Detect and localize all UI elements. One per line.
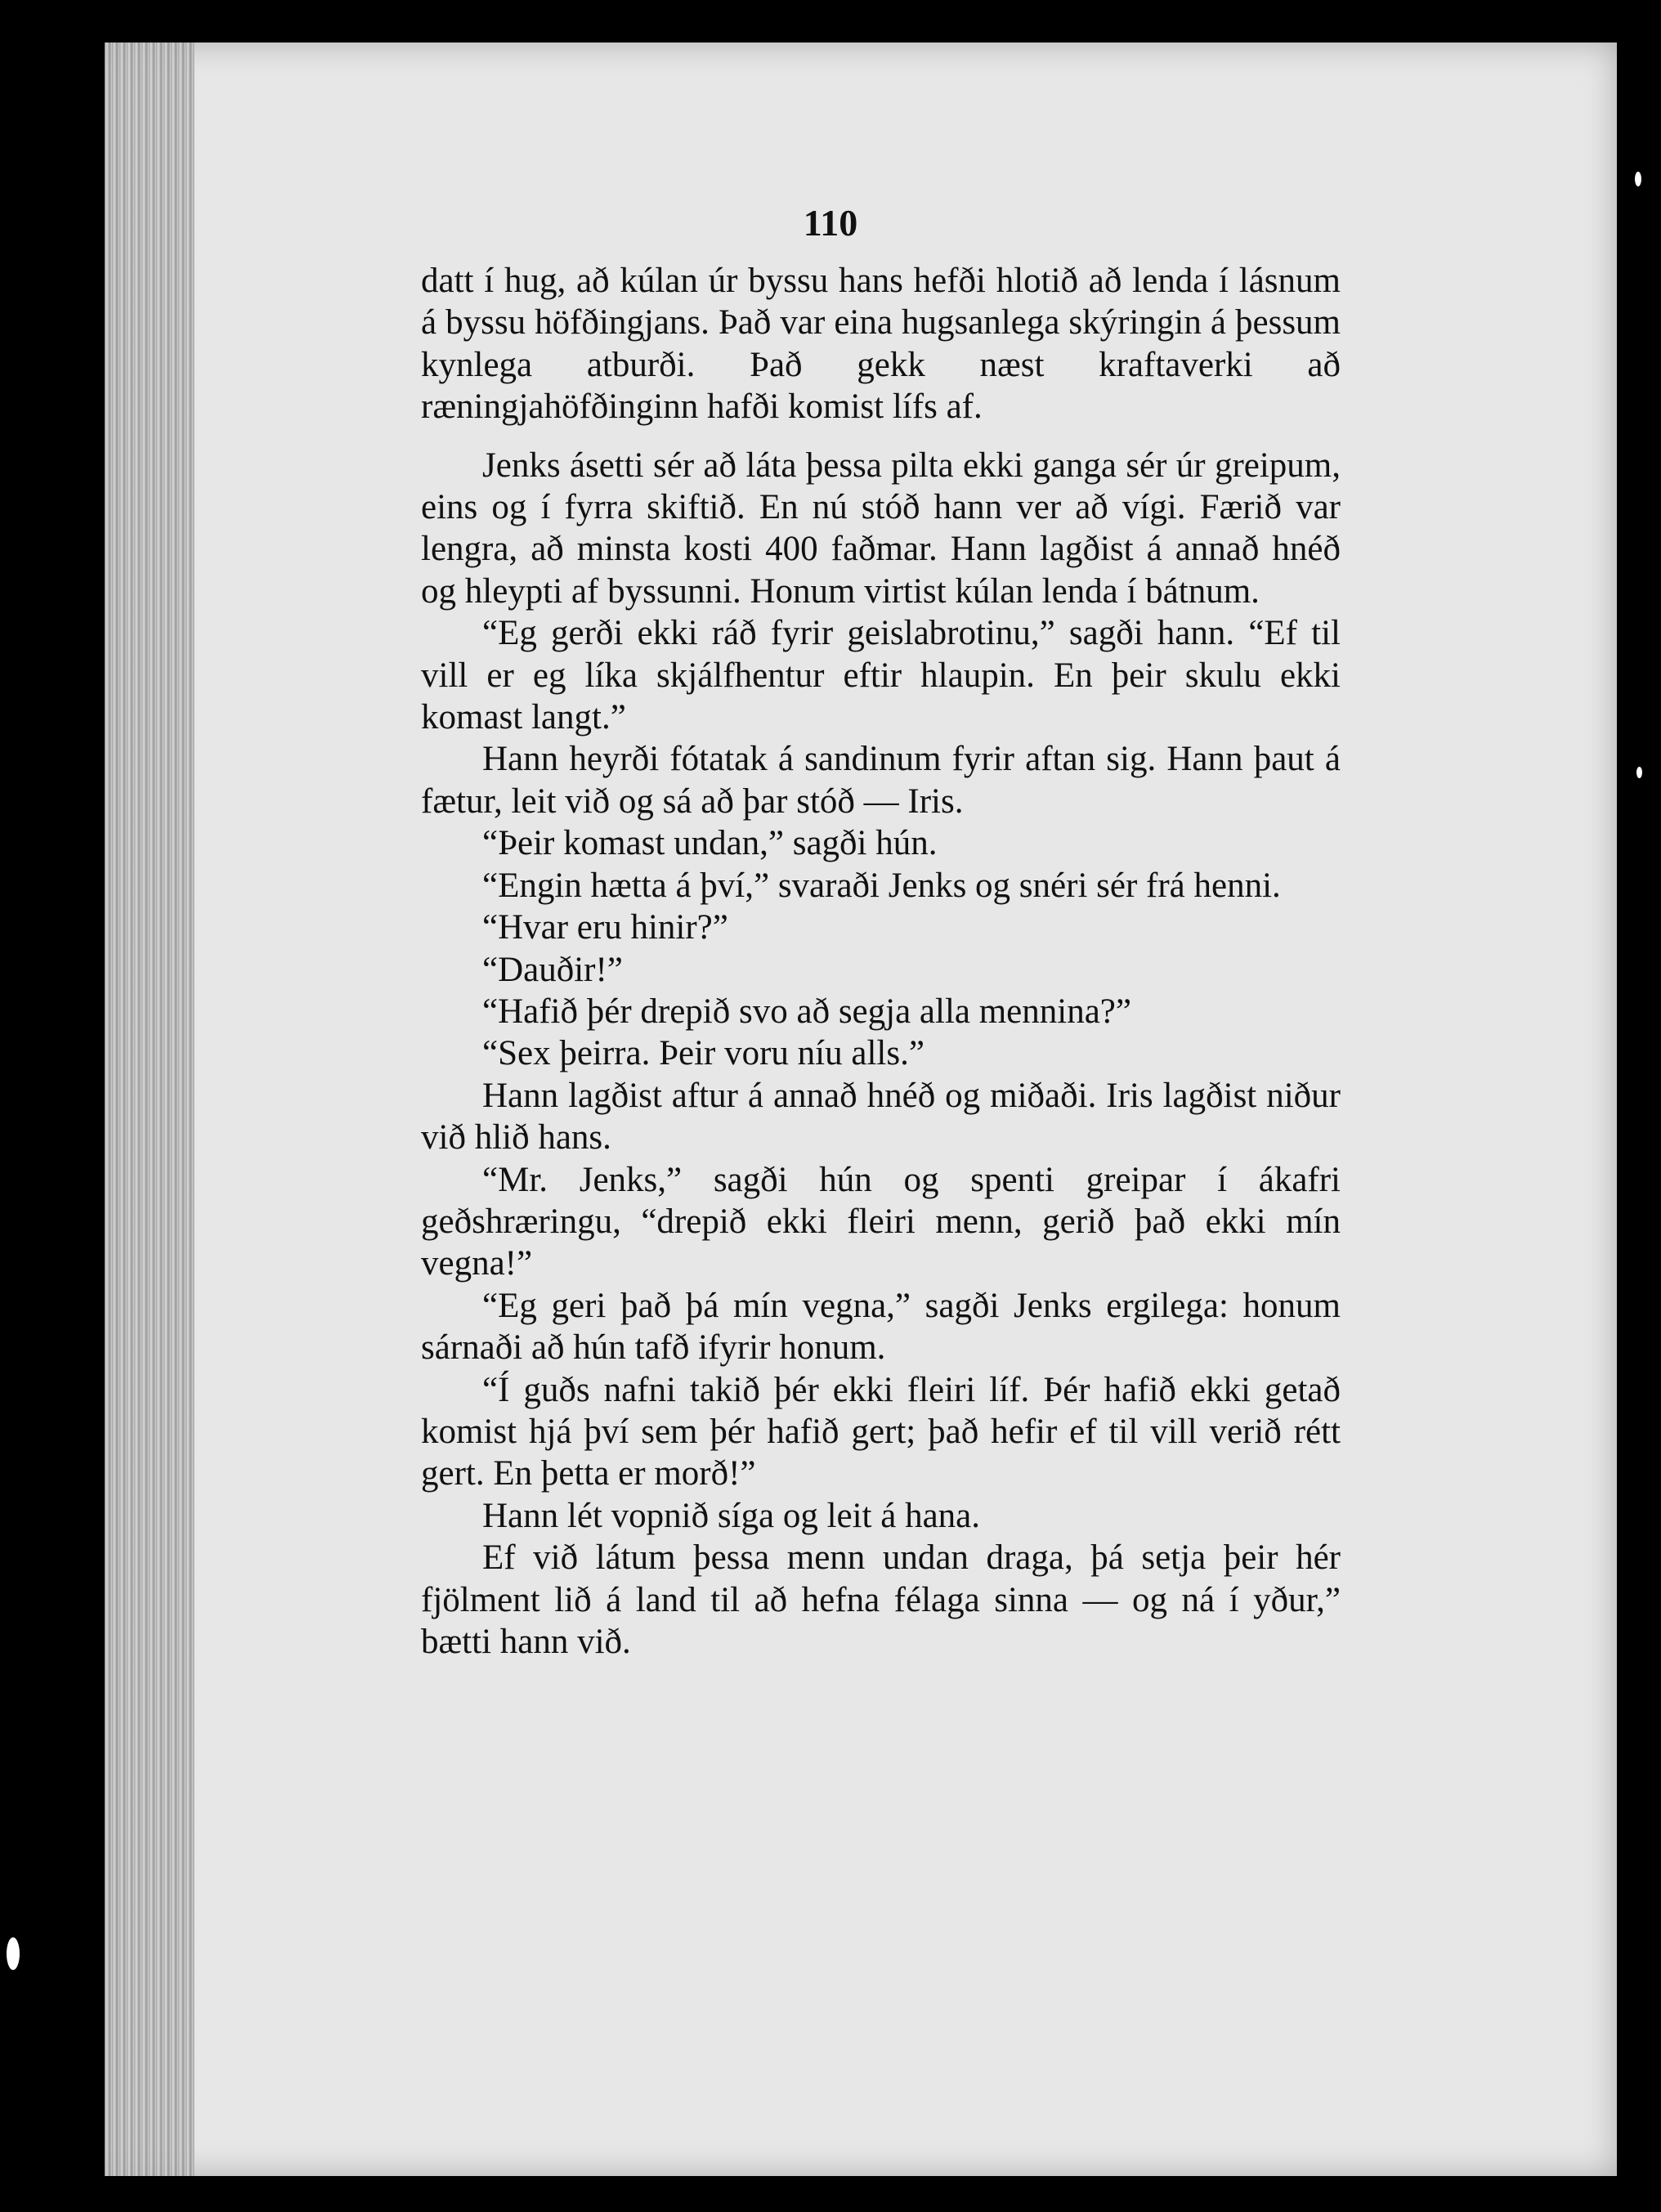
paragraph: “Sex þeirra. Þeir voru níu alls.” [482,1034,925,1073]
page-edges [105,43,195,2176]
paragraph: “Hafið þér drepið svo að segja alla mennina?” [482,992,1131,1031]
paragraph: “Mr. Jenks,” sagði hún og spenti greipar í ákafri geðshræringu, “drepið ekki fleiri menn, gerið það ekki mín vegna!” [421,1160,1341,1283]
paragraph: “Í guðs nafni takið þér ekki fleiri líf. Þér hafið ekki getað komist hjá því sem þér hafið gert; það hefir ef til vill verið rétt gert. En þetta er morð!” [421,1370,1341,1493]
paragraph: Hann lagðist aftur á annað hnéð og miðaði. Iris lagðist niður við hlið hans. [421,1076,1341,1157]
body-text [421,260,1341,1663]
paragraph: “Dauðir!” [482,950,623,989]
paragraph: Ef við látum þessa menn undan draga, þá setja þeir hér fjölment lið á land til að hefna félaga sinna — og ná í yður,” bætti hann við. [421,1538,1341,1661]
paragraph: Hann heyrði fótatak á sandinum fyrir aftan sig. Hann þaut á fætur, leit við og sá að þar stóð — Iris. [421,740,1341,821]
paragraph: “Eg gerði ekki ráð fyrir geislabrotinu,” sagði hann. “Ef til vill er eg líka skjálfhentur eftir hlaupin. En þeir skulu ekki komast langt.” [421,614,1341,737]
paragraph: “Engin hætta á því,” svaraði Jenks og snéri sér frá henni. [482,866,1281,905]
scan-speck [7,1937,20,1970]
scan-speck [1636,767,1642,778]
paragraph: “Þeir komast undan,” sagði hún. [482,824,938,863]
paragraph: “Eg geri það þá mín vegna,” sagði Jenks ergilega: honum sárnaði að hún tafð ifyrir honum. [421,1286,1341,1368]
paragraph: datt í hug, að kúlan úr byssu hans hefði hlotið að lenda í lásnum á byssu höfðingjans. Það var eina hugsanlega skýringin á þessum kynlega atburði. Það gekk næst kraftaverki að ræningjahöfðinginn hafði komist lífs af. [421,262,1341,427]
page-number: 110 [803,202,858,244]
scan-speck [1635,172,1641,186]
paragraph: Hann lét vopnið síga og leit á hana. [482,1496,981,1535]
paragraph: Jenks ásetti sér að láta þessa pilta ekki ganga sér úr greipum, eins og í fyrra skiftið. En nú stóð hann ver að vígi. Færið var lengra, að minsta kosti 400 faðmar. Hann lagðist á annað hnéð og hleypti af byssunni. Honum virtist kúlan lenda í bátnum. [421,446,1341,611]
paragraph: “Hvar eru hinir?” [482,908,728,947]
